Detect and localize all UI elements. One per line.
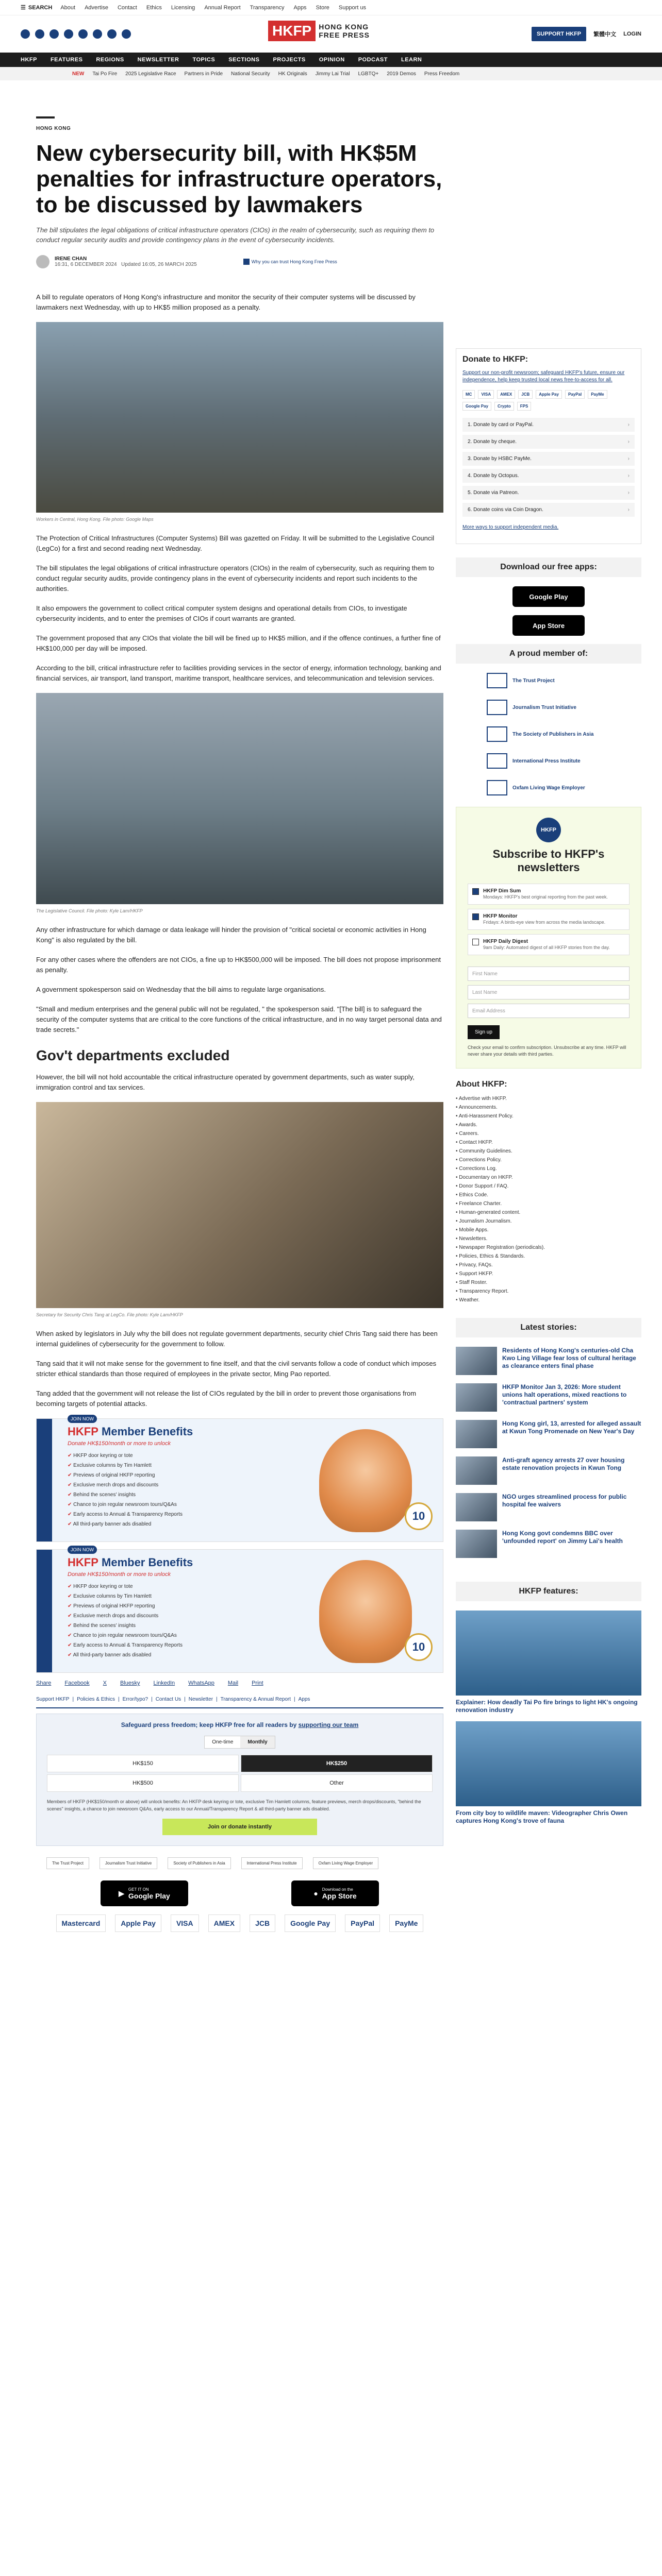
about-link[interactable]: • Corrections Policy. (456, 1156, 641, 1164)
sign-up-button[interactable]: Sign up (468, 1025, 500, 1039)
payment-logos (36, 1914, 443, 1932)
publish-date: 16:31, 6 DECEMBER 2024 (55, 262, 117, 267)
paragraph: However, the bill will not hold accountable the critical infrastructure operated by government departments, such as water supply, immigration control and tax services. (36, 1073, 415, 1091)
about-link[interactable]: • Policies, Ethics & Standards. (456, 1252, 641, 1261)
join-now-badge: JOIN NOW (68, 1415, 97, 1423)
ticker-item[interactable]: Tai Po Fire (92, 71, 118, 77)
member-jti[interactable]: Journalism Trust Initiative (487, 700, 641, 715)
ticker-item[interactable]: National Security (231, 71, 270, 77)
about-link[interactable]: • Careers. (456, 1129, 641, 1138)
apps-heading: Download our free apps: (456, 557, 641, 577)
share-mail[interactable]: Mail (227, 1680, 239, 1686)
about-link[interactable]: • Contact HKFP. (456, 1138, 641, 1147)
newsletter-option-daily[interactable]: HKFP Daily Digest 9am Daily: Automated digest of all HKFP stories from the day. (468, 934, 630, 955)
email-input[interactable]: Email Address (468, 1004, 630, 1018)
about-link[interactable]: • Announcements. (456, 1103, 641, 1112)
newsletter-signup (456, 807, 641, 1069)
facebook-icon[interactable] (21, 29, 30, 39)
about-link[interactable]: • Transparency Report. (456, 1287, 641, 1296)
last-name-input[interactable]: Last Name (468, 985, 630, 999)
member-heading: A proud member of: (456, 644, 641, 664)
article (21, 80, 443, 1932)
nav-item-opinion[interactable]: OPINION (319, 57, 345, 63)
paragraph: For any other cases where the offenders are not CIOs, a fine up to HK$500,000 will be imposed. The bill does not propose imprisonment as penalty. (36, 956, 441, 974)
search-toggle[interactable]: ☰ SEARCH (21, 4, 53, 11)
section-heading: Gov't departments excluded (36, 1047, 230, 1063)
site-header (0, 15, 662, 53)
jcb-logo: JCB (250, 1914, 275, 1932)
mastercard-logo: Mastercard (56, 1914, 106, 1932)
member-banner-title: HKFP Member Benefits (68, 1425, 193, 1438)
top-link-contact[interactable]: Contact (117, 4, 137, 11)
ticker-item[interactable]: Partners in Pride (184, 71, 223, 77)
story-thumbnail (456, 1383, 497, 1412)
feature-image (456, 1611, 641, 1696)
footer-member-logos (36, 1846, 443, 1876)
ten-year-badge: 10 (405, 1633, 433, 1661)
share-linkedin[interactable]: LinkedIn (153, 1680, 175, 1686)
newsletter-logo: HKFP (536, 818, 561, 842)
donate-panel (456, 348, 641, 544)
logo-mark: HKFP (268, 21, 316, 41)
ten-year-badge: 10 (405, 1502, 433, 1530)
about-link[interactable]: • Community Guidelines. (456, 1147, 641, 1156)
newsletter-option-dim-sum[interactable]: HKFP Dim Sum Mondays: HKFP's best original reporting from the past week. (468, 884, 630, 905)
nav-item-podcast[interactable]: PODCAST (358, 57, 388, 63)
footer-nav-link[interactable]: Support HKFP (36, 1697, 70, 1702)
member-trust-project[interactable]: The Trust Project (487, 673, 641, 688)
member-ipi[interactable]: International Press Institute (487, 753, 641, 769)
footer-nav-link[interactable]: Contact Us (155, 1697, 181, 1702)
nav-item-hkfp[interactable]: HKFP (21, 57, 37, 63)
app-store-badge[interactable]: ● Download on the App Store (291, 1880, 379, 1906)
latest-story[interactable]: HKFP Monitor Jan 3, 2026: More student unions halt operations, mixed reactions to 'contractual partners' system (456, 1383, 641, 1412)
ticker-item[interactable]: Press Freedom (424, 71, 460, 77)
ticker-item[interactable]: HK Originals (278, 71, 307, 77)
ipi-icon (487, 753, 507, 769)
google-pay-logo: Google Pay (285, 1914, 336, 1932)
paypal-logo: PayPal (345, 1914, 380, 1932)
about-links (456, 1094, 641, 1304)
bluesky-icon[interactable] (107, 29, 117, 39)
feature-story[interactable]: Explainer: How deadly Tai Po fire brings to light HK's ongoing renovation industry (456, 1611, 641, 1714)
member-benefit-list: ✔ HKFP door keyring or tote ✔ Exclusive columns by Tim Hamlett ✔ Previews of original HKFP reporting ✔ Exclusive merch drops and discounts ✔ Behind the scenes' insights ✔ Chance to join regular newsroom tours/Q&As ✔ Early access to Annual & Transparency Reports ✔ All third-party banner ads disabled (68, 1582, 443, 1660)
about-link[interactable]: • Advertise with HKFP. (456, 1094, 641, 1103)
youtube-icon[interactable] (78, 29, 88, 39)
byline (36, 255, 443, 268)
latest-story[interactable]: Anti-graft agency arrests 27 over housing estate renovation projects in Kwun Tong (456, 1456, 641, 1485)
ticker-item[interactable]: 2019 Demos (387, 71, 416, 77)
footer-nav-link[interactable]: Error/typo? (122, 1697, 148, 1702)
latest-heading: Latest stories: (456, 1318, 641, 1337)
about-link[interactable]: • Documentary on HKFP. (456, 1173, 641, 1182)
share-print[interactable]: Print (252, 1680, 263, 1686)
share-label[interactable]: Share (36, 1680, 52, 1686)
visa-logo: VISA (171, 1914, 199, 1932)
amount-option-selected[interactable]: HK$250 (241, 1755, 433, 1772)
newsletter-note: Check your email to confirm subscription. Unsubscribe at any time. HKFP will never share your details with third parties. (468, 1045, 626, 1057)
about-link[interactable]: • Privacy, FAQs. (456, 1261, 641, 1269)
latest-story[interactable]: Hong Kong girl, 13, arrested for alleged assault at Kwun Tong Promenade on New Year's Day (456, 1420, 641, 1448)
about-link[interactable]: • Journalism Journalism. (456, 1217, 641, 1226)
jti-logo[interactable]: Journalism Trust Initiative (100, 1857, 157, 1869)
member-banner-title: HKFP Member Benefits (68, 1556, 193, 1569)
paragraph: The government proposed that any CIOs that violate the bill will be fined up to HK$5 million, and if the offence continues, a further fine of HK$100,000 per day will be imposed. (36, 634, 441, 652)
payment-method-logos: MC VISA AMEX JCB Apple Pay PayPal PayMe Google Pay Crypto FPS (462, 390, 635, 411)
about-link[interactable]: • Staff Roster. (456, 1278, 641, 1287)
about-link[interactable]: • Awards. (456, 1121, 641, 1129)
member-sopa[interactable]: The Society of Publishers in Asia (487, 726, 641, 742)
member-oxfam[interactable]: Oxfam Living Wage Employer (487, 780, 641, 795)
toggle-monthly[interactable]: Monthly (240, 1736, 274, 1748)
amount-option[interactable]: HK$150 (47, 1755, 239, 1772)
frequency-toggle (204, 1736, 275, 1749)
footer-nav-link[interactable]: Policies & Ethics (77, 1697, 115, 1702)
top-link-transparency[interactable]: Transparency (250, 4, 285, 11)
instagram-icon[interactable] (49, 29, 59, 39)
paragraph: A government spokesperson said on Wednesday that the bill aims to regulate large organisations. (36, 986, 326, 993)
photo-caption: Secretary for Security Chris Tang at LegCo. File photo: Kyle Lam/HKFP (36, 1312, 183, 1317)
google-play-badge[interactable]: ▶ GET IT ON Google Play (101, 1880, 188, 1906)
share-facebook[interactable]: Facebook (64, 1680, 90, 1686)
rss-icon[interactable] (122, 29, 131, 39)
trust-icon (243, 259, 250, 265)
amount-option-other[interactable]: Other (241, 1774, 433, 1792)
share-whatsapp[interactable]: WhatsApp (188, 1680, 214, 1686)
paragraph: The Protection of Critical Infrastructures (Computer Systems) Bill was gazetted on Friday. It will be submitted to the Legislative Council (LegCo) for a first and second reading next Wednesday. (36, 534, 435, 552)
support-team-link[interactable]: supporting our team (298, 1721, 359, 1728)
play-icon: ▶ (119, 1889, 124, 1897)
feature-story[interactable]: From city boy to wildlife maven: Videographer Chris Owen captures Hong Kong's trove of fauna (456, 1721, 641, 1825)
donate-option[interactable]: 5. Donate via Patreon. › (462, 486, 635, 500)
checkbox-unchecked[interactable] (472, 939, 479, 945)
donate-option[interactable]: 2. Donate by cheque. › (462, 435, 635, 449)
top-link-licensing[interactable]: Licensing (171, 4, 195, 11)
social-icons (21, 29, 131, 39)
paragraph: Tang added that the government will not release the list of CIOs regulated by the bill in order to prevent those organisations from becoming targets of potential attacks. (36, 1389, 417, 1408)
apple-pay-logo: Apple Pay (115, 1914, 161, 1932)
paragraph: "Small and medium enterprises and the general public will not be regulated, " the spokesperson said. "[The bill] is to safeguard the security of the computer systems that are critical to the core functions of the critical infrastructure, and in no way target personal data and trade secrets." (36, 1005, 442, 1033)
about-link[interactable]: • Donor Support / FAQ. (456, 1182, 641, 1191)
story-thumbnail (456, 1493, 497, 1521)
newsletter-title: Subscribe to HKFP's newsletters (492, 848, 605, 874)
topic-ticker (0, 67, 662, 80)
header-actions (532, 27, 641, 41)
top-links (60, 5, 366, 11)
trust-project-logo[interactable]: The Trust Project (46, 1857, 89, 1869)
nav-item-sections[interactable]: SECTIONS (228, 57, 260, 63)
paragraph: When asked by legislators in July why the bill does not regulate government departments, security chief Chris Tang said there has been internal guidelines of cybersecurity for the government to follow. (36, 1330, 438, 1348)
story-thumbnail (456, 1456, 497, 1485)
sidebar-app-store-badge[interactable]: App Store (512, 615, 585, 636)
member-benefits-banner[interactable] (36, 1549, 443, 1673)
payme-logo: PayMe (389, 1914, 423, 1932)
about-link[interactable]: • Freelance Charter. (456, 1199, 641, 1208)
donate-option[interactable]: 3. Donate by HSBC PayMe. › (462, 452, 635, 466)
story-thumbnail (456, 1420, 497, 1448)
trust-project-icon (487, 673, 507, 688)
top-link-support[interactable]: Support us (338, 4, 367, 11)
author-name[interactable]: IRENE CHAN (55, 256, 87, 262)
footer-nav-link[interactable]: Transparency & Annual Report (220, 1697, 291, 1702)
about-link[interactable]: • Mobile Apps. (456, 1226, 641, 1234)
nav-item-projects[interactable]: PROJECTS (273, 57, 306, 63)
login-link[interactable]: LOGIN (623, 31, 641, 37)
article-lede: The bill stipulates the legal obligations of critical infrastructure operators (CIOs) in the realm of cybersecurity, such as requiring them to conduct regular security audits and provide contingency plans in the event of cybersecurity incidents. (36, 226, 435, 244)
latest-story[interactable]: Residents of Hong Kong's centuries-old Cha Kwo Ling Village fear loss of cultural heritage as clearance enters final phase (456, 1347, 641, 1375)
toggle-one-time[interactable]: One-time (205, 1736, 240, 1748)
top-link-apps[interactable]: Apps (293, 4, 307, 11)
amount-options (47, 1755, 433, 1792)
sopa-icon (487, 726, 507, 742)
first-name-input[interactable]: First Name (468, 967, 630, 981)
article-footer-nav: Support HKFP | Policies & Ethics | Error/typo? | Contact Us | Newsletter | Transparency & Annual Report | Apps (36, 1697, 443, 1708)
feature-image (456, 1721, 641, 1806)
donate-option[interactable]: 6. Donate coins via Coin Dragon. › (462, 503, 635, 517)
about-link[interactable]: • Support HKFP. (456, 1269, 641, 1278)
top-link-advertise[interactable]: Advertise (85, 4, 108, 11)
deer-mascot-illustration (319, 1429, 412, 1532)
about-link[interactable]: • Newspaper Registration (periodicals). (456, 1243, 641, 1252)
nav-item-newsletter[interactable]: NEWSLETTER (137, 57, 179, 63)
main-nav (0, 53, 662, 67)
nav-item-learn[interactable]: LEARN (401, 57, 422, 63)
about-link[interactable]: • Human-generated content. (456, 1208, 641, 1217)
ticker-item[interactable]: Jimmy Lai Trial (315, 71, 350, 77)
paragraph: The bill stipulates the legal obligations of critical infrastructure operators (CIOs) in the realm of cybersecurity, such as requiring them to conduct regular security audits, provide contingency plans in the event of cybersecurity incidents and report such incidents to the authorities. (36, 564, 435, 592)
language-link[interactable]: 繁體中文 (593, 31, 617, 38)
footer-nav-link[interactable]: Newsletter (188, 1697, 213, 1702)
donate-intro-link[interactable]: Support our non-profit newsroom; safeguard HKFP's future, ensure our independence, help keep trusted local news free-to-access for all. (462, 370, 625, 383)
top-link-about[interactable]: About (60, 4, 76, 11)
share-bluesky[interactable]: Bluesky (120, 1680, 140, 1686)
story-thumbnail (456, 1347, 497, 1375)
features-heading: HKFP features: (456, 1582, 641, 1601)
ticker-item[interactable]: LGBTQ+ (358, 71, 379, 77)
apple-icon: ● (313, 1889, 318, 1897)
top-bar (0, 0, 662, 15)
logo-name: HONG KONG FREE PRESS (319, 23, 370, 39)
email-icon[interactable] (93, 29, 102, 39)
threads-icon[interactable] (64, 29, 73, 39)
donate-option[interactable]: 1. Donate by card or PayPal. › (462, 418, 635, 432)
paragraph: It also empowers the government to collect critical computer system designs and operational details from CIOs, to investigate cybersecurity incidents, and to enter the premises of CIOs if court warrants are granted. (36, 604, 407, 622)
article-category[interactable]: HONG KONG (36, 126, 71, 131)
donate-heading: Donate to HKFP: (462, 355, 528, 364)
top-link-ethics[interactable]: Ethics (146, 4, 162, 11)
latest-story[interactable]: Hong Kong govt condemns BBC over 'unfounded report' on Jimmy Lai's health (456, 1530, 641, 1558)
updated-date: Updated 16:05, 26 MARCH 2025 (121, 262, 197, 267)
article-title: New cybersecurity bill, with HK$5M penalties for infrastructure operators, to be discussed by lawmakers (36, 141, 442, 217)
member-benefits-banner[interactable] (36, 1418, 443, 1542)
top-link-store[interactable]: Store (316, 4, 329, 11)
author-avatar (36, 255, 49, 268)
ticker-item[interactable]: 2025 Legislative Race (125, 71, 176, 77)
sopa-logo[interactable]: Society of Publishers in Asia (168, 1857, 231, 1869)
latest-story[interactable]: NGO urges streamlined process for public hospital fee waivers (456, 1493, 641, 1521)
share-bar (36, 1680, 443, 1686)
app-store-badges (36, 1880, 443, 1906)
main-layout (0, 80, 662, 1932)
checkbox-checked[interactable] (472, 888, 479, 895)
donation-widget (36, 1714, 443, 1846)
oxfam-logo[interactable]: Oxfam Living Wage Employer (313, 1857, 379, 1869)
donation-note: Members of HKFP (HK$150/month or above) will unlock benefits: An HKFP desk keyring or tote, exclusive Tim Hamlett columns, feature previews, merch drops/discounts, "behind the scenes" insights, a chance to join newsroom Q&As, early access to our Annual/Transparency Report & all third-party banner ads disabled. (47, 1799, 421, 1811)
paragraph: According to the bill, critical infrastructure refer to facilities providing services in the sector of energy, information technology, banking and financial services, air transport, land transport, maritime transport, healthcare services, and telecommunication and television services. (36, 664, 441, 682)
photo-caption: The Legislative Council. File photo: Kyle Lam/HKFP (36, 908, 143, 913)
sidebar (456, 80, 641, 1932)
paragraph: A bill to regulate operators of Hong Kong's infrastructure and monitor the security of their computer systems will be discussed by lawmakers next Wednesday, with up to HK$5 million proposed as a penalty. (36, 293, 416, 311)
paragraph: Tang said that it will not make sense for the government to fine itself, and that the civil servants follow a code of conduct which imposes stricter ethical standards than those required of employees in the private sector, Ming Pao reported. (36, 1360, 437, 1378)
about-link[interactable]: • Corrections Log. (456, 1164, 641, 1173)
article-photo-chris-tang (36, 1102, 443, 1308)
donation-headline: Safeguard press freedom; keep HKFP free for all readers by supporting our team (121, 1721, 359, 1728)
nav-item-features[interactable]: FEATURES (50, 57, 83, 63)
top-link-annual-report[interactable]: Annual Report (204, 4, 241, 11)
join-donate-button[interactable]: Join or donate instantly (162, 1819, 317, 1835)
share-x[interactable]: X (103, 1680, 107, 1686)
donate-option[interactable]: 4. Donate by Octopus. › (462, 469, 635, 483)
about-link[interactable]: • Weather. (456, 1296, 641, 1304)
x-icon[interactable] (35, 29, 44, 39)
story-thumbnail (456, 1530, 497, 1558)
ticker-new-label: NEW (72, 71, 85, 77)
about-link[interactable]: • Anti-Harassment Policy. (456, 1112, 641, 1121)
article-photo-legco (36, 693, 443, 904)
more-ways-link[interactable]: More ways to support independent media. (462, 524, 559, 530)
about-link[interactable]: • Ethics Code. (456, 1191, 641, 1199)
category-bar (36, 116, 55, 118)
about-link[interactable]: • Newsletters. (456, 1234, 641, 1243)
trust-link[interactable]: Why you can trust Hong Kong Free Press (243, 259, 337, 265)
ipi-logo[interactable]: International Press Institute (241, 1857, 303, 1869)
nav-item-regions[interactable]: REGIONS (96, 57, 124, 63)
oxfam-icon (487, 780, 507, 795)
member-banner-sub: Donate HK$150/month or more to unlock (68, 1571, 171, 1578)
paragraph: Any other infrastructure for which damage or data leakage will hinder the provision of "critical societal or economic activities in Hong Kong" is also regulated by the bill. (36, 926, 426, 944)
checkbox-checked[interactable] (472, 913, 479, 920)
site-logo[interactable] (268, 21, 370, 41)
article-photo-workers (36, 322, 443, 513)
about-heading: About HKFP: (456, 1080, 507, 1089)
sidebar-google-play-badge[interactable]: Google Play (512, 586, 585, 607)
amount-option[interactable]: HK$500 (47, 1774, 239, 1792)
member-benefit-list: ✔ HKFP door keyring or tote ✔ Exclusive columns by Tim Hamlett ✔ Previews of original HKFP reporting ✔ Exclusive merch drops and discounts ✔ Behind the scenes' insights ✔ Chance to join regular newsroom tours/Q&As ✔ Early access to Annual & Transparency Reports ✔ All third-party banner ads disabled (68, 1451, 443, 1529)
search-icon: ☰ (21, 5, 26, 11)
footer-nav-link[interactable]: Apps (298, 1697, 310, 1702)
support-hkfp-button[interactable]: SUPPORT HKFP (532, 27, 586, 41)
nav-item-topics[interactable]: TOPICS (192, 57, 216, 63)
photo-caption: Workers in Central, Hong Kong. File photo: Google Maps (36, 517, 154, 522)
amex-logo: AMEX (208, 1914, 240, 1932)
member-banner-sub: Donate HK$150/month or more to unlock (68, 1440, 171, 1447)
jti-icon (487, 700, 507, 715)
deer-mascot-illustration (319, 1560, 412, 1663)
join-now-badge: JOIN NOW (68, 1546, 97, 1554)
newsletter-option-monitor[interactable]: HKFP Monitor Fridays: A birds-eye view from across the media landscape. (468, 909, 630, 930)
